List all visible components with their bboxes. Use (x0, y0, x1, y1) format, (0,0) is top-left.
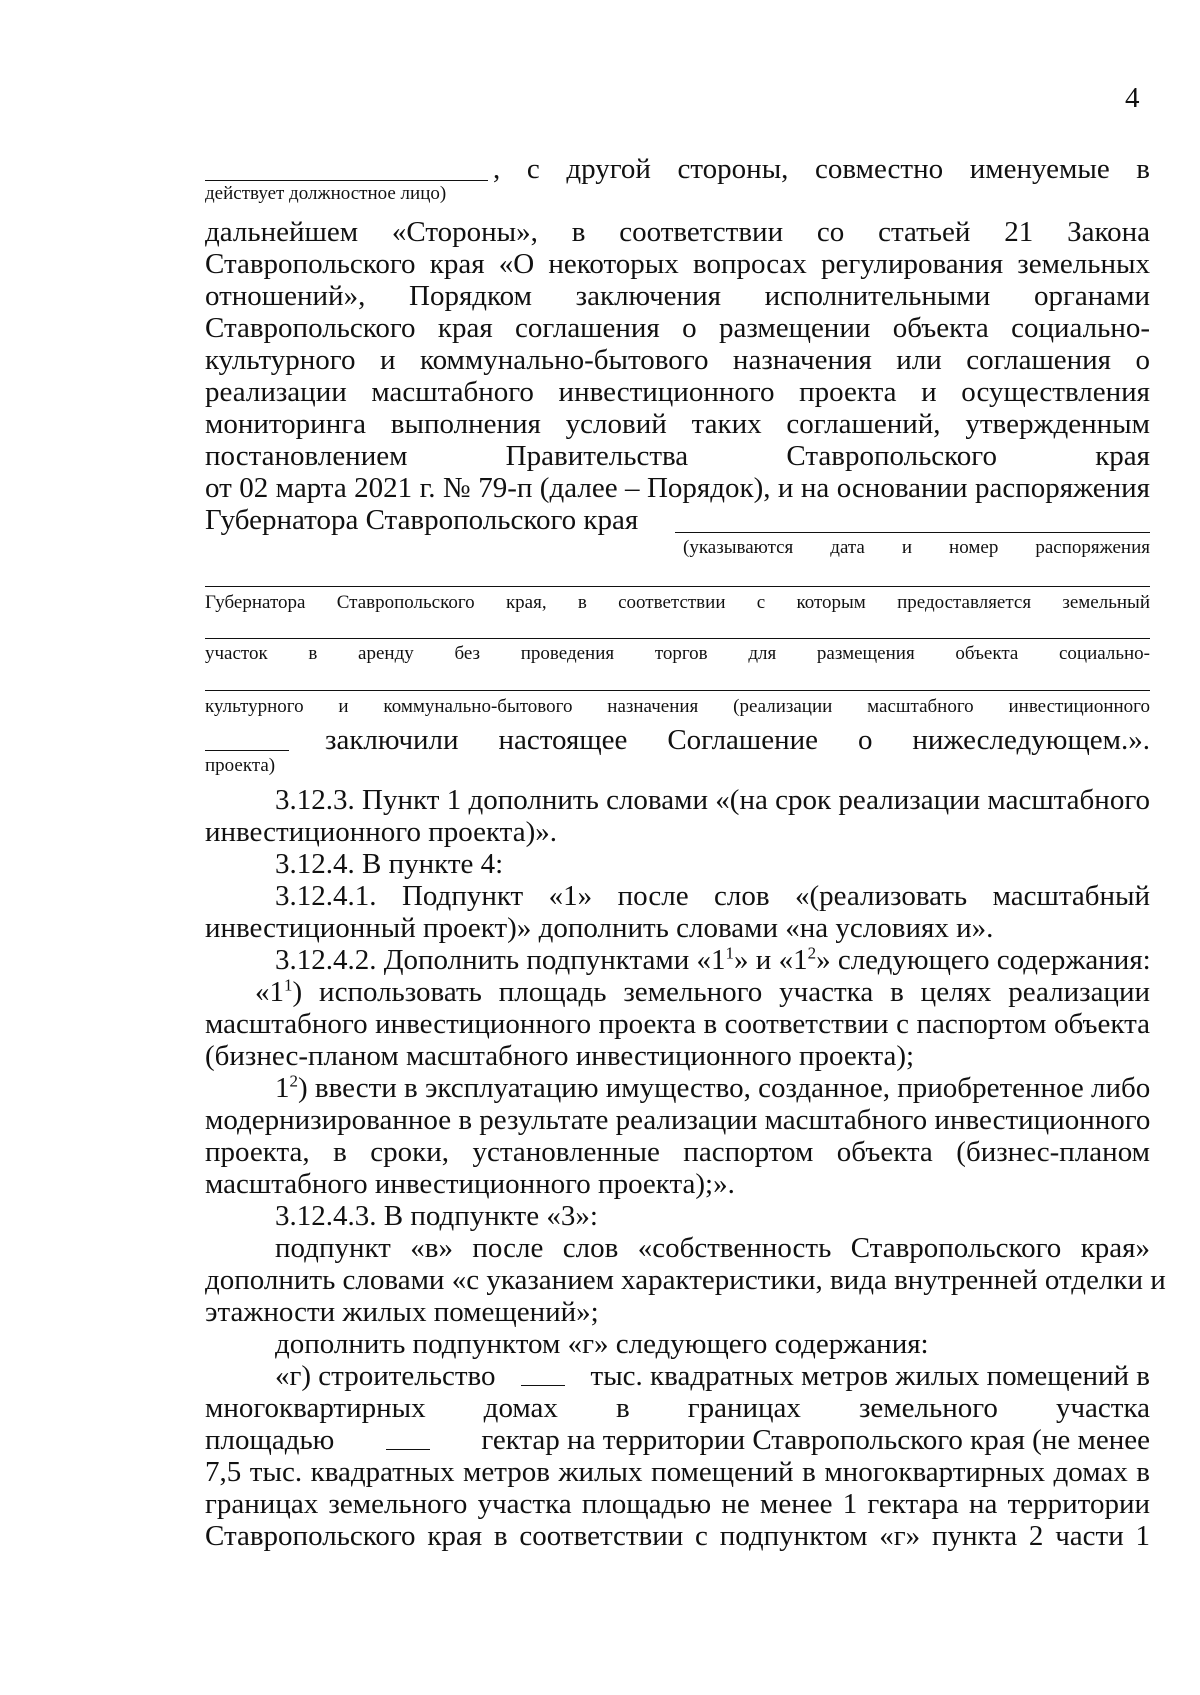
footnote-caption: действует должностное лицо) (205, 183, 447, 204)
text-line: постановлением Правительства Ставропольского края (205, 440, 1150, 472)
text-line: 7,5 тыс. квадратных метров жилых помещений в многоквартирных домах в (205, 1456, 1150, 1488)
footnote-caption: Губернатора Ставропольского края, в соответствии с которым предоставляется земельный (205, 592, 1150, 613)
text-line: Ставропольского края «О некоторых вопросах регулирования земельных (205, 248, 1150, 280)
subitem-1-2 (275, 1072, 1150, 1104)
subitem-1-1 (255, 976, 1150, 1008)
text-span: 1 (275, 1072, 290, 1104)
text-line (205, 1424, 1150, 1456)
text-line: проекта, в сроки, установленные паспортом объекта (бизнес-планом (205, 1136, 1150, 1168)
paragraph-3-12-4: 3.12.4. В пункте 4: (275, 848, 504, 880)
text-line: Ставропольского края в соответствии с подпунктом «г» пункта 2 части 1 (205, 1520, 1150, 1552)
text-line: , с другой стороны, совместно именуемые в (493, 153, 1150, 185)
text-line: мониторинга выполнения условий таких соглашений, утвержденным (205, 408, 1150, 440)
blank-line (205, 586, 1150, 587)
text-line: Губернатора Ставропольского края (205, 504, 639, 536)
text-line: масштабного инвестиционного проекта);». (205, 1168, 735, 1200)
text-line: подпункт «в» после слов «собственность Ставропольского края» (275, 1232, 1150, 1264)
text-line: инвестиционный проект)» дополнить словами «на условиях и». (205, 912, 994, 944)
footnote-caption: (указываются дата и номер распоряжения (683, 537, 1150, 558)
blank-line-decree (675, 532, 1150, 533)
text-span: гектар на территории Ставропольского края (не менее (481, 1424, 1150, 1456)
text-line: реализации масштабного инвестиционного проекта и осуществления (205, 376, 1150, 408)
text-span: ) ввести в эксплуатацию имущество, созданное, приобретенное либо (298, 1072, 1151, 1104)
text-span: 3.12.4.2. Дополнить подпунктами «1 (275, 944, 726, 976)
blank-line-short (205, 750, 289, 751)
paragraph-3-12-3: 3.12.3. Пункт 1 дополнить словами «(на срок реализации масштабного (275, 784, 1150, 816)
text-line: многоквартирных домах в границах земельного участка (205, 1392, 1150, 1424)
text-line: модернизированное в результате реализации масштабного инвестиционного (205, 1104, 1151, 1136)
footnote-caption: участок в аренду без проведения торгов для размещения объекта социально- (205, 643, 1150, 664)
text-line: (бизнес-планом масштабного инвестиционного проекта); (205, 1040, 915, 1072)
text-span: «1 (255, 976, 284, 1008)
text-span: » следующего содержания: (816, 944, 1151, 976)
superscript: 1 (725, 943, 735, 963)
text-line: инвестиционного проекта)». (205, 816, 557, 848)
text-span: «г) строительство (275, 1360, 496, 1392)
footnote-caption: проекта) (205, 755, 276, 776)
text-line: дополнить словами «с указанием характеристики, вида внутренней отделки и (205, 1264, 1166, 1296)
blank-line (205, 638, 1150, 639)
text-line: этажности жилых помещений»; (205, 1296, 599, 1328)
text-span: тыс. квадратных метров жилых помещений в (590, 1360, 1150, 1392)
blank-line-area (521, 1360, 565, 1386)
paragraph-3-12-4-1: 3.12.4.1. Подпункт «1» после слов «(реализовать масштабный (275, 880, 1150, 912)
text-span: площадью (205, 1424, 335, 1456)
text-line: заключили настоящее Соглашение о нижеследующем.». (325, 724, 1150, 756)
text-line: от 02 марта 2021 г. № 79-п (далее – Порядок), и на основании распоряжения (205, 472, 1150, 504)
paragraph-3-12-4-2 (275, 944, 1150, 976)
text-line: дополнить подпунктом «г» следующего содержания: (275, 1328, 929, 1360)
footnote-caption: культурного и коммунально-бытового назначения (реализации масштабного инвестиционного (205, 696, 1150, 717)
page-number: 4 (1125, 82, 1140, 114)
blank-line-official (205, 180, 488, 181)
text-span: ) использовать площадь земельного участка в целях реализации (292, 976, 1150, 1008)
text-line: дальнейшем «Стороны», в соответствии со статьей 21 Закона (205, 216, 1150, 248)
text-span: » и «1 (734, 944, 808, 976)
text-line: границах земельного участка площадью не менее 1 гектара на территории (205, 1488, 1150, 1520)
superscript: 2 (807, 943, 817, 963)
text-line: отношений», Порядком заключения исполнительными органами (205, 280, 1150, 312)
subitem-g (275, 1360, 1150, 1392)
blank-line (205, 690, 1150, 691)
superscript: 2 (289, 1071, 298, 1091)
blank-line-hectares (386, 1424, 430, 1450)
text-line: культурного и коммунально-бытового назначения или соглашения о (205, 344, 1150, 376)
superscript: 1 (284, 975, 293, 995)
paragraph-3-12-4-3: 3.12.4.3. В подпункте «3»: (275, 1200, 598, 1232)
text-line: Ставропольского края соглашения о размещении объекта социально- (205, 312, 1150, 344)
text-line: масштабного инвестиционного проекта в соответствии с паспортом объекта (205, 1008, 1150, 1040)
